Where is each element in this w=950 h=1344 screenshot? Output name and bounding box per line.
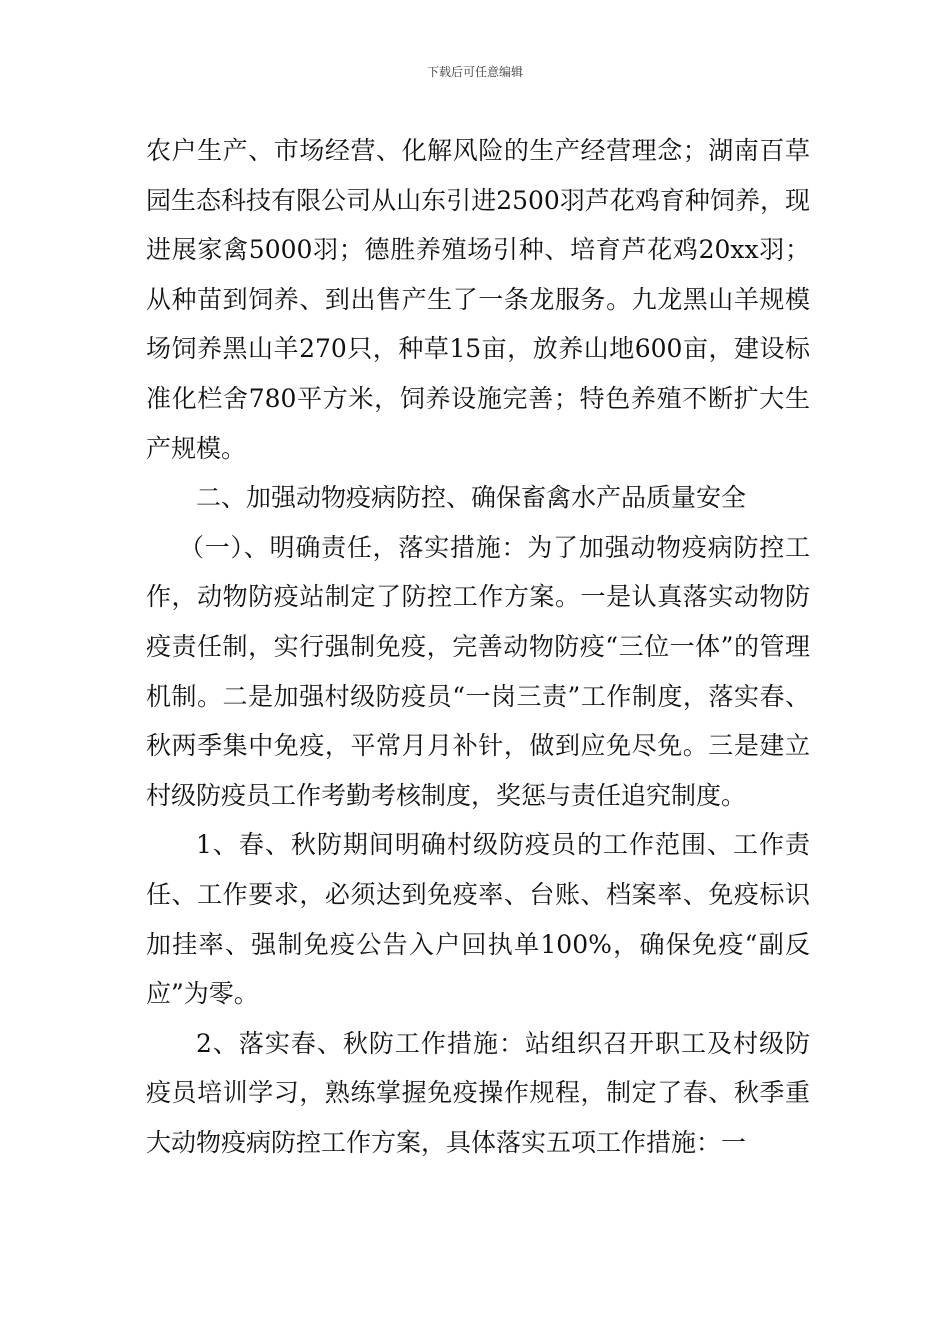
- section-heading-epidemic-control: 二、加强动物疫病防控、确保畜禽水产品质量安全: [196, 483, 747, 513]
- document-body: [146, 126, 810, 1167]
- paragraph-livestock-breeding: 农户生产、市场经营、化解风险的生产经营理念；湖南百草园生态科技有限公司从山东引进2500羽芦花鸡育种饲养，现进展家禽5000羽；德胜养殖场引种、培育芦花鸡20xx羽；从种苗到饲养、到出售产生了一条龙服务。九龙黑山羊规模场饲养黑山羊270只，种草15亩，放养山地600亩，建设标准化栏舍780平方米，饲养设施完善；特色养殖不断扩大生产规模。: [146, 136, 810, 463]
- paragraph-item-1: 1、春、秋防期间明确村级防疫员的工作范围、工作责任、工作要求，必须达到免疫率、台账、档案率、免疫标识加挂率、强制免疫公告入户回执单100%，确保免疫“副反应”为零。: [146, 830, 810, 1009]
- page-header: 下载后可任意编辑: [426, 65, 523, 79]
- paragraph-item-2: 2、落实春、秋防工作措施：站组织召开职工及村级防疫员培训学习，熟练掌握免疫操作规程，制定了春、秋季重大动物疫病防控工作方案，具体落实五项工作措施：一: [146, 1028, 810, 1157]
- paragraph-responsibility-measures: （一）、明确责任，落实措施：为了加强动物疫病防控工作，动物防疫站制定了防控工作方案。一是认真落实动物防疫责任制，实行强制免疫，完善动物防疫“三位一体”的管理机制。二是加强村级防疫员“一岗三责”工作制度，落实春、秋两季集中免疫，平常月月补针，做到应免尽免。三是建立村级防疫员工作考勤考核制度，奖惩与责任追究制度。: [146, 532, 810, 810]
